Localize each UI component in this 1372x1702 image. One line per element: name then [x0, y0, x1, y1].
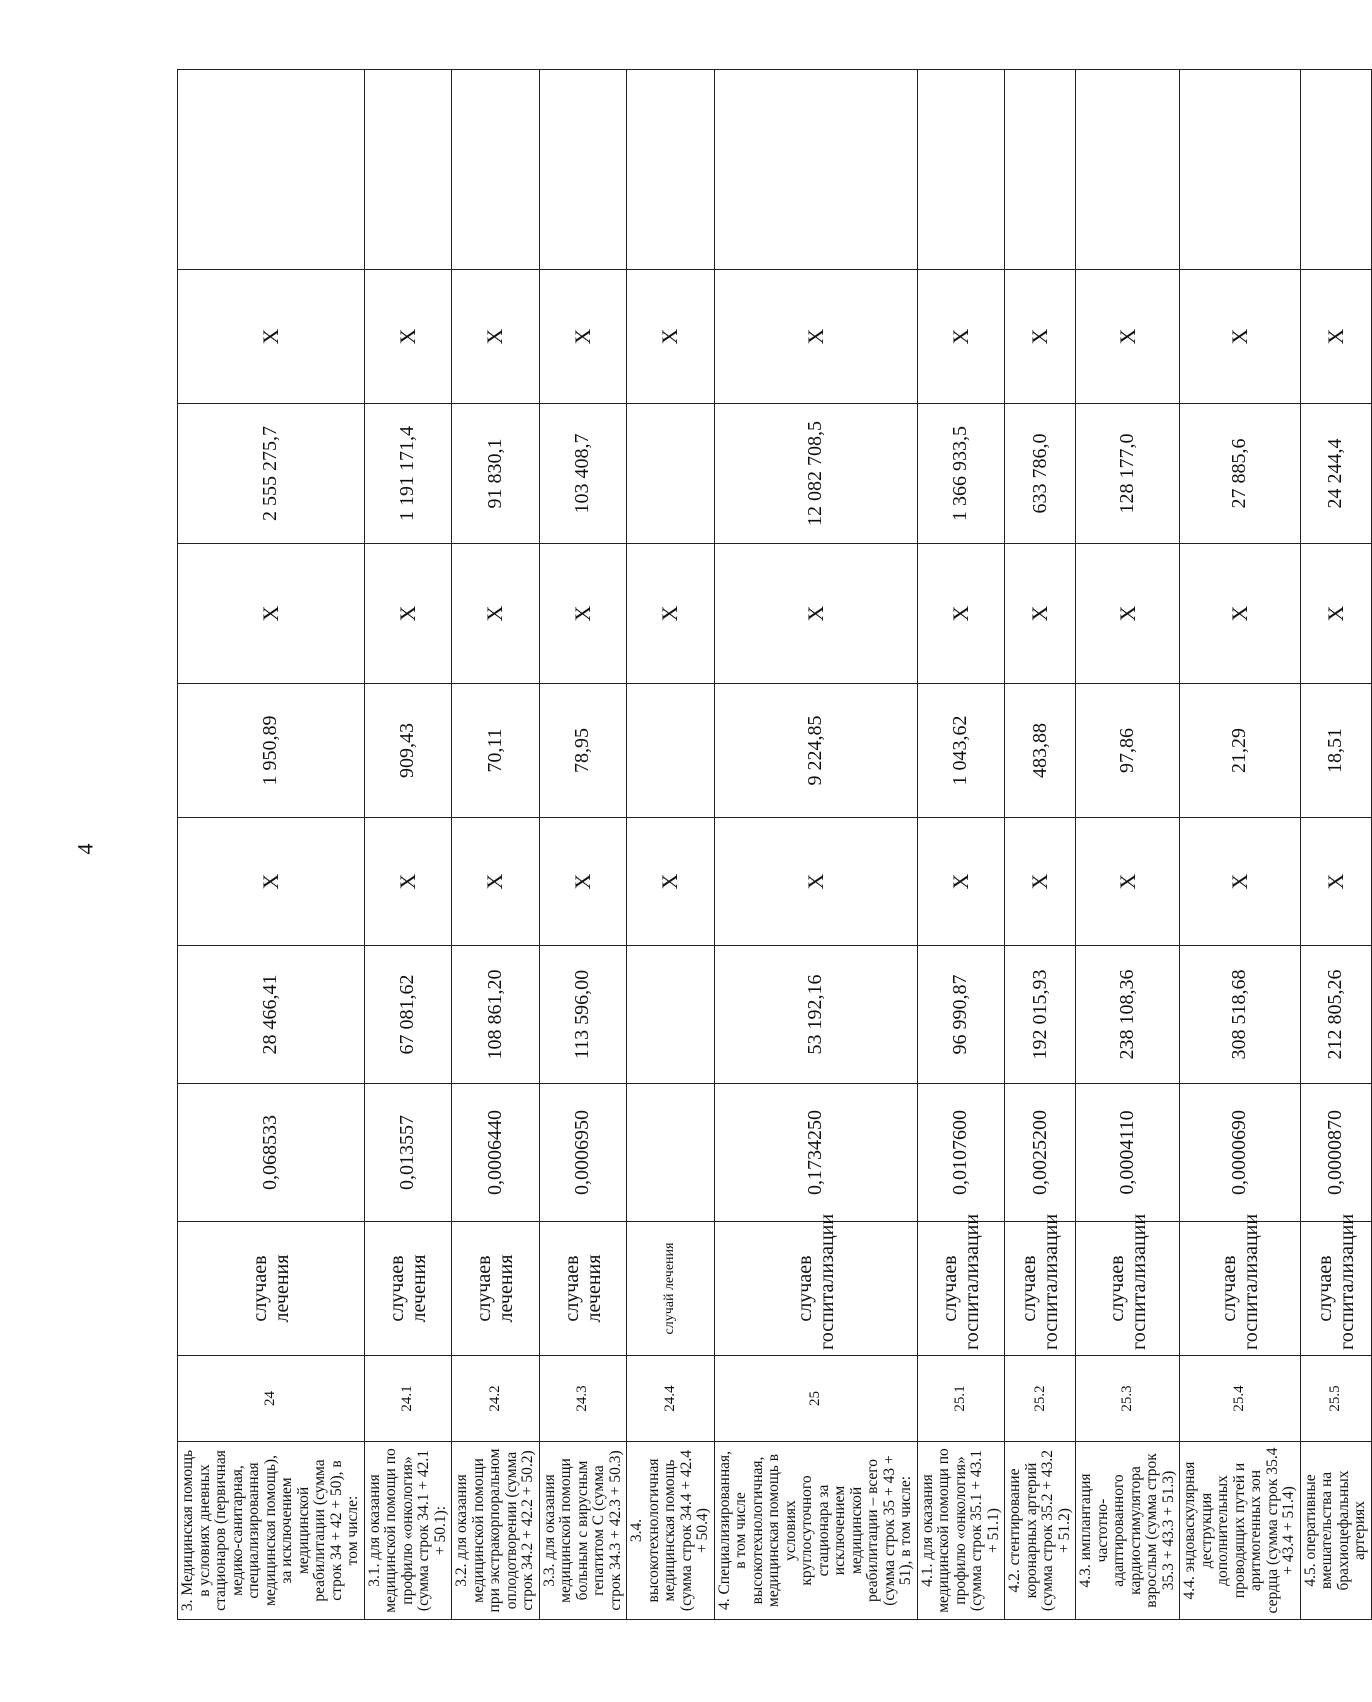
cost-cell: 53 192,16: [714, 946, 917, 1084]
empty-cell: [178, 70, 365, 270]
total-cell: 2 555 275,7: [178, 404, 365, 544]
x-mark-cell: Х: [1300, 818, 1371, 946]
row-number-cell: 24.1: [364, 1356, 452, 1442]
row-name-cell: 4. Специализированная, в том числе высокотехнологичная, медицинская помощь в условиях круглосуточного стационара за исключением медицинской реабилитации – всего (сумма строк 35 + 43 + 51), в том числе:: [714, 1442, 917, 1620]
row-name-cell: 3.2. для оказания медицинской помощи при экстракорпоральном оплодотворении (сумма строк 34.2 + 42.2 + 50.2): [452, 1442, 540, 1620]
norm-cell: 0,0006440: [452, 1084, 540, 1222]
per-capita-cell: [627, 684, 715, 818]
empty-cell: [1180, 70, 1301, 270]
row-name-cell: 3.4. высокотехнологичная медицинская помощь (сумма строк 34.4 + 42.4 + 50.4): [627, 1442, 715, 1620]
x-mark-cell: Х: [1076, 544, 1180, 684]
total-cell: [627, 404, 715, 544]
unit-cell: случаев госпитализации: [1076, 1222, 1180, 1356]
per-capita-cell: 1 950,89: [178, 684, 365, 818]
row-number-cell: 24.2: [452, 1356, 540, 1442]
per-capita-cell: 78,95: [539, 684, 627, 818]
empty-cell: [917, 70, 1005, 270]
table-row: [452, 70, 540, 1620]
x-mark-cell: Х: [178, 544, 365, 684]
norm-cell: [627, 1084, 715, 1222]
x-mark-cell: Х: [178, 818, 365, 946]
cost-cell: 108 861,20: [452, 946, 540, 1084]
unit-cell: случаев госпитализации: [1300, 1222, 1371, 1356]
row-name-cell: 4.1. для оказания медицинской помощи по профилю «онкология» (сумма строк 35.1 + 43.1 + 51.1): [917, 1442, 1005, 1620]
table-row: [917, 70, 1005, 1620]
cost-cell: 67 081,62: [364, 946, 452, 1084]
table-row: [714, 70, 917, 1620]
unit-cell: случай лечения: [627, 1222, 715, 1356]
x-mark-cell: Х: [917, 818, 1005, 946]
cost-cell: 212 805,26: [1300, 946, 1371, 1084]
table-row: [1300, 70, 1371, 1620]
norm-cell: 0,0006950: [539, 1084, 627, 1222]
unit-cell: случаев лечения: [178, 1222, 365, 1356]
empty-cell: [1300, 70, 1371, 270]
norm-cell: 0,068533: [178, 1084, 365, 1222]
empty-cell: [714, 70, 917, 270]
row-name-cell: 4.3. имплантация частотно-адаптированного кардиостимулятора взрослым (сумма строк 35.3 + 43.3 + 51.3): [1076, 1442, 1180, 1620]
unit-cell: случаев госпитализации: [1005, 1222, 1076, 1356]
per-capita-cell: 21,29: [1180, 684, 1301, 818]
empty-cell: [539, 70, 627, 270]
unit-cell: случаев госпитализации: [917, 1222, 1005, 1356]
x-mark-cell: Х: [714, 544, 917, 684]
row-name-cell: 4.2. стентирование коронарных артерий (сумма строк 35.2 + 43.2 + 51.2): [1005, 1442, 1076, 1620]
x-mark-cell: Х: [1005, 544, 1076, 684]
unit-cell: случаев госпитализации: [1180, 1222, 1301, 1356]
norm-cell: 0,0004110: [1076, 1084, 1180, 1222]
table-container: [177, 70, 1368, 1620]
row-number-cell: 25.4: [1180, 1356, 1301, 1442]
row-name-cell: 3.3. для оказания медицинской помощи больным с вирусным гепатитом С (сумма строк 34.3 + 42.3 + 50.3): [539, 1442, 627, 1620]
x-mark-cell: Х: [714, 270, 917, 404]
cost-cell: 113 596,00: [539, 946, 627, 1084]
x-mark-cell: Х: [1005, 270, 1076, 404]
row-number-cell: 24.3: [539, 1356, 627, 1442]
per-capita-cell: 909,43: [364, 684, 452, 818]
unit-cell: случаев лечения: [539, 1222, 627, 1356]
total-cell: 91 830,1: [452, 404, 540, 544]
table-row: [1180, 70, 1301, 1620]
unit-cell: случаев госпитализации: [714, 1222, 917, 1356]
cost-cell: 192 015,93: [1005, 946, 1076, 1084]
x-mark-cell: Х: [627, 818, 715, 946]
empty-cell: [452, 70, 540, 270]
x-mark-cell: Х: [1180, 544, 1301, 684]
row-name-cell: 3. Медицинская помощь в условиях дневных стационаров (первичная медико-санитарная, специализированная медицинская помощь), за исключением медицинской реабилитации (сумма строк 34 + 42 + 50), в том числе:: [178, 1442, 365, 1620]
empty-cell: [1005, 70, 1076, 270]
table-row: [178, 70, 365, 1620]
norm-cell: 0,0000870: [1300, 1084, 1371, 1222]
total-cell: 633 786,0: [1005, 404, 1076, 544]
cost-cell: 96 990,87: [917, 946, 1005, 1084]
total-cell: 103 408,7: [539, 404, 627, 544]
x-mark-cell: Х: [539, 818, 627, 946]
total-cell: 12 082 708,5: [714, 404, 917, 544]
row-number-cell: 24.4: [627, 1356, 715, 1442]
empty-cell: [627, 70, 715, 270]
x-mark-cell: Х: [1076, 818, 1180, 946]
x-mark-cell: Х: [539, 270, 627, 404]
total-cell: 128 177,0: [1076, 404, 1180, 544]
per-capita-cell: 18,51: [1300, 684, 1371, 818]
x-mark-cell: Х: [452, 544, 540, 684]
x-mark-cell: Х: [364, 270, 452, 404]
financing-table: [177, 69, 1372, 1620]
x-mark-cell: Х: [364, 544, 452, 684]
x-mark-cell: Х: [452, 818, 540, 946]
row-name-cell: 4.4. эндоваскулярная деструкция дополнительных проводящих путей и аритмогенных зон сердца (сумма строк 35.4 + 43.4 + 51.4): [1180, 1442, 1301, 1620]
per-capita-cell: 483,88: [1005, 684, 1076, 818]
norm-cell: 0,0025200: [1005, 1084, 1076, 1222]
x-mark-cell: Х: [714, 818, 917, 946]
x-mark-cell: Х: [178, 270, 365, 404]
table-row: [1005, 70, 1076, 1620]
row-number-cell: 24: [178, 1356, 365, 1442]
x-mark-cell: Х: [1005, 818, 1076, 946]
x-mark-cell: Х: [917, 270, 1005, 404]
per-capita-cell: 97,86: [1076, 684, 1180, 818]
table-row: [627, 70, 715, 1620]
x-mark-cell: Х: [364, 818, 452, 946]
cost-cell: [627, 946, 715, 1084]
row-number-cell: 25.1: [917, 1356, 1005, 1442]
rotated-table-frame: [177, 70, 1368, 1620]
table-row: [1076, 70, 1180, 1620]
x-mark-cell: Х: [1300, 270, 1371, 404]
x-mark-cell: Х: [539, 544, 627, 684]
total-cell: 27 885,6: [1180, 404, 1301, 544]
table-row: [539, 70, 627, 1620]
cost-cell: 238 108,36: [1076, 946, 1180, 1084]
cost-cell: 28 466,41: [178, 946, 365, 1084]
x-mark-cell: Х: [627, 544, 715, 684]
x-mark-cell: Х: [627, 270, 715, 404]
cost-cell: 308 518,68: [1180, 946, 1301, 1084]
unit-cell: случаев лечения: [452, 1222, 540, 1356]
x-mark-cell: Х: [1076, 270, 1180, 404]
norm-cell: 0,1734250: [714, 1084, 917, 1222]
x-mark-cell: Х: [1180, 270, 1301, 404]
row-number-cell: 25: [714, 1356, 917, 1442]
norm-cell: 0,013557: [364, 1084, 452, 1222]
total-cell: 1 191 171,4: [364, 404, 452, 544]
x-mark-cell: Х: [1300, 544, 1371, 684]
per-capita-cell: 70,11: [452, 684, 540, 818]
norm-cell: 0,0000690: [1180, 1084, 1301, 1222]
empty-cell: [364, 70, 452, 270]
x-mark-cell: Х: [452, 270, 540, 404]
row-name-cell: 3.1. для оказания медицинской помощи по профилю «онкология» (сумма строк 34.1 + 42.1 + 50.1):: [364, 1442, 452, 1620]
row-number-cell: 25.3: [1076, 1356, 1180, 1442]
x-mark-cell: Х: [1180, 818, 1301, 946]
table-row: [364, 70, 452, 1620]
row-number-cell: 25.2: [1005, 1356, 1076, 1442]
total-cell: 24 244,4: [1300, 404, 1371, 544]
row-number-cell: 25.5: [1300, 1356, 1371, 1442]
unit-cell: случаев лечения: [364, 1222, 452, 1356]
total-cell: 1 366 933,5: [917, 404, 1005, 544]
row-name-cell: 4.5. оперативные вмешательства на брахиоцефальных артериях: [1300, 1442, 1371, 1620]
per-capita-cell: 1 043,62: [917, 684, 1005, 818]
x-mark-cell: Х: [917, 544, 1005, 684]
empty-cell: [1076, 70, 1180, 270]
page-number: 4: [72, 843, 98, 855]
norm-cell: 0,0107600: [917, 1084, 1005, 1222]
per-capita-cell: 9 224,85: [714, 684, 917, 818]
